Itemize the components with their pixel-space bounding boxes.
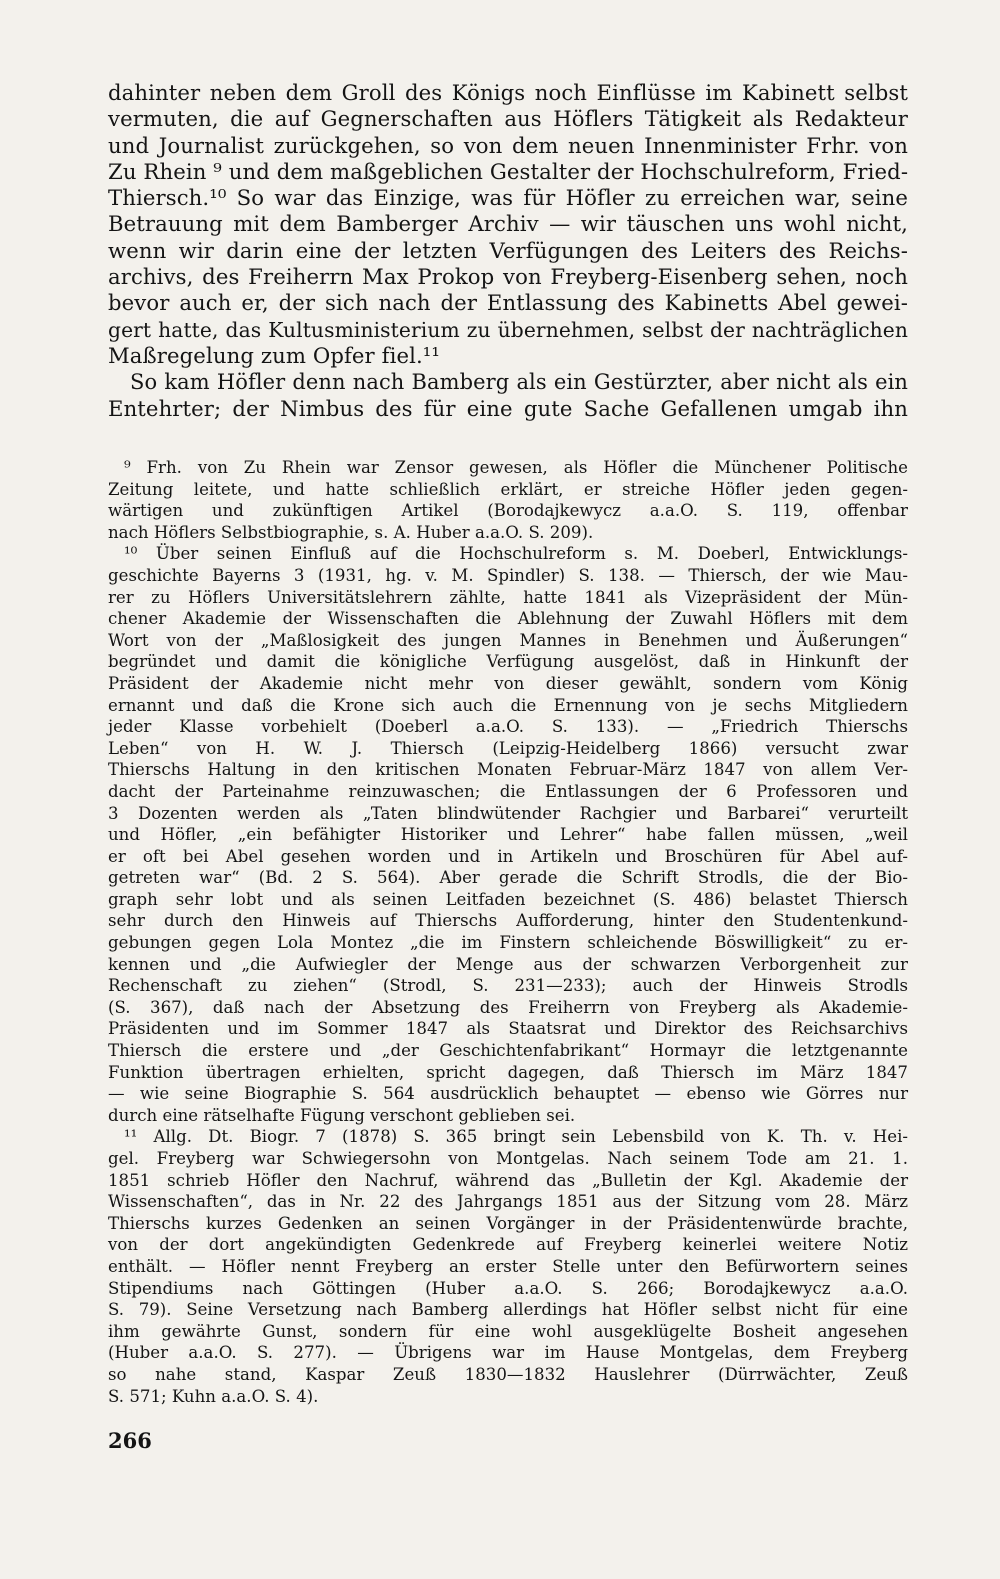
text-line: Thiersch.¹⁰ So war das Einzige, was für Höfler zu erreichen war, seine [108,185,908,211]
footnote-11-line: ¹¹ Allg. Dt. Biogr. 7 (1878) S. 365 bringt sein Lebensbild von K. Th. v. Hei- [124,1127,908,1147]
text-line: wenn wir darin eine der letzten Verfügungen des Leiters des Reichs- [108,237,908,263]
footnote-10-line: Präsidenten und im Sommer 1847 als Staatsrat und Direktor des Reichsarchivs [108,1019,908,1039]
footnote-11-line: so nahe stand, Kaspar Zeuß 1830—1832 Hauslehrer (Dürrwächter, Zeuß [108,1364,908,1384]
text-line-indented: So kam Höfler denn nach Bamberg als ein Gestürzter, aber nicht als ein [130,370,908,395]
page-number: 266 [108,1428,152,1453]
footnote-11-line: enthält. — Höfler nennt Freyberg an erster Stelle unter den Befürwortern seines [108,1256,908,1276]
footnote-11-line: von der dort angekündigten Gedenkrede auf Freyberg keinerlei weitere Notiz [108,1235,908,1255]
footnote-10-line: chener Akademie der Wissenschaften die Ablehnung der Zuwahl Höflers mit dem [108,609,908,629]
footnote-10-line: Thiersch die erstere und „der Geschichtenfabrikant“ Hormayr die letztgenannte [108,1041,908,1061]
text-line: dahinter neben dem Groll des Königs noch Einflüsse im Kabinett selbst [108,80,908,105]
text-line: Betrauung mit dem Bamberger Archiv — wir täuschen uns wohl nicht, [108,211,908,237]
footnote-10-line: getreten war“ (Bd. 2 S. 564). Aber gerade die Schrift Strodls, die der Bio- [108,868,908,888]
footnote-9-line: wärtigen und zukünftigen Artikel (Borodajkewycz a.a.O. S. 119, offenbar [108,501,908,521]
footnote-11-line: S. 79). Seine Versetzung nach Bamberg allerdings hat Höfler selbst nicht für eine [108,1300,908,1320]
footnote-10-line: — wie seine Biographie S. 564 ausdrücklich behauptet — ebenso wie Görres nur [108,1084,908,1104]
footnote-11-line: S. 571; Kuhn a.a.O. S. 4). [108,1386,319,1406]
footnote-10-line: er oft bei Abel gesehen worden und in Artikeln und Broschüren für Abel auf- [108,846,908,866]
footnote-11-line: Stipendiums nach Göttingen (Huber a.a.O. S. 266; Borodajkewycz a.a.O. [108,1278,908,1298]
footnote-9-line: nach Höflers Selbstbiographie, s. A. Huber a.a.O. S. 209). [108,522,594,542]
text-line: Zu Rhein ⁹ und dem maßgeblichen Gestalter der Hochschulreform, Fried- [108,158,909,184]
footnote-10-line: graph sehr lobt und als seinen Leitfaden bezeichnet (S. 486) belastet Thiersch [108,889,908,909]
footnote-11-line: gel. Freyberg war Schwiegersohn von Montgelas. Nach seinem Tode am 21. 1. [108,1149,908,1168]
footnote-10-line: (S. 367), daß nach der Absetzung des Freiherrn von Freyberg als Akademie- [108,997,908,1017]
footnote-10-line: Funktion übertragen erhielten, spricht dagegen, daß Thiersch im März 1847 [108,1062,908,1082]
footnote-10-line: begründet und damit die königliche Verfügung ausgelöst, daß in Hinkunft der [108,652,908,672]
footnote-10-line: Wort von der „Maßlosigkeit des jungen Mannes in Benehmen und Äußerungen“ [108,630,908,650]
footnotes [108,457,908,1407]
text-line: vermuten, die auf Gegnerschaften aus Höflers Tätigkeit als Redakteur [108,106,908,132]
footnote-9-line: ⁹ Frh. von Zu Rhein war Zensor gewesen, als Höfler die Münchener Politische [124,458,908,477]
footnote-10-line: durch eine rätselhafte Fügung verschont geblieben sei. [108,1105,576,1125]
footnote-10-line: Leben“ von H. W. J. Thiersch (Leipzig-Heidelberg 1866) versucht zwar [108,738,908,758]
text-line: Entehrter; der Nimbus des für eine gute Sache Gefallenen umgab ihn [108,395,908,421]
footnote-10-line: ¹⁰ Über seinen Einfluß auf die Hochschulreform s. M. Doeberl, Entwicklungs- [124,544,908,564]
main-text [108,80,908,422]
footnote-11-line: ihm gewährte Gunst, sondern für eine wohl ausgeklügelte Bosheit angesehen [108,1321,908,1341]
footnote-11-line: 1851 schrieb Höfler den Nachruf, während das „Bulletin der Kgl. Akademie der [108,1170,908,1190]
footnote-11-line: Wissenschaften“, das in Nr. 22 des Jahrgangs 1851 aus der Sitzung vom 28. März [108,1192,908,1212]
footnote-10-line: gebungen gegen Lola Montez „die im Finstern schleichende Böswilligkeit“ zu er- [108,933,908,953]
footnote-11-line: Thierschs kurzes Gedenken an seinen Vorgänger in der Präsidentenwürde brachte, [108,1213,908,1233]
footnote-10-line: geschichte Bayerns 3 (1931, hg. v. M. Spindler) S. 138. — Thiersch, der wie Mau- [108,565,908,585]
footnote-10-line: jeder Klasse vorbehielt (Doeberl a.a.O. S. 133). — „Friedrich Thierschs [108,717,908,737]
footnote-11-line: (Huber a.a.O. S. 277). — Übrigens war im Hause Montgelas, dem Freyberg [108,1343,908,1363]
footnote-10-line: und Höfler, „ein befähigter Historiker und Lehrer“ habe fallen müssen, „weil [108,825,908,845]
footnote-10-line: Thierschs Haltung in den kritischen Monaten Februar-März 1847 von allem Ver- [108,760,908,780]
text-line: und Journalist zurückgehen, so von dem neuen Innenminister Frhr. von [108,132,908,158]
text-line: gert hatte, das Kultusministerium zu übernehmen, selbst der nachträglichen [108,317,908,342]
footnote-10-line: Präsident der Akademie nicht mehr von dieser gewählt, sondern vom König [108,673,908,693]
footnote-10-line: ernannt und daß die Krone sich auch die Ernennung von je sechs Mitgliedern [108,695,908,715]
text-line: Maßregelung zum Opfer fiel.¹¹ [108,342,440,368]
text-line: archivs, des Freiherrn Max Prokop von Freyberg-Eisenberg sehen, noch [108,264,908,290]
footnote-9-line: Zeitung leitete, und hatte schließlich erklärt, er streiche Höfler jeden gegen- [108,479,908,499]
footnote-10-line: rer zu Höflers Universitätslehrern zählte, hatte 1841 als Vizepräsident der Mün- [108,587,908,607]
footnote-10-line: Rechenschaft zu ziehen“ (Strodl, S. 231—233); auch der Hinweis Strodls [108,976,908,996]
footnote-10-line: 3 Dozenten werden als „Taten blindwütender Rachgier und Barbarei“ verurteilt [108,803,908,823]
footnote-10-line: sehr durch den Hinweis auf Thierschs Aufforderung, hinter den Studentenkund- [108,911,908,931]
footnote-10-line: dacht der Parteinahme reinzuwaschen; die Entlassungen der 6 Professoren und [108,781,908,801]
text-line: bevor auch er, der sich nach der Entlassung des Kabinetts Abel gewei- [108,290,908,316]
footnote-10-line: kennen und „die Aufwiegler der Menge aus der schwarzen Verborgenheit zur [108,954,908,974]
